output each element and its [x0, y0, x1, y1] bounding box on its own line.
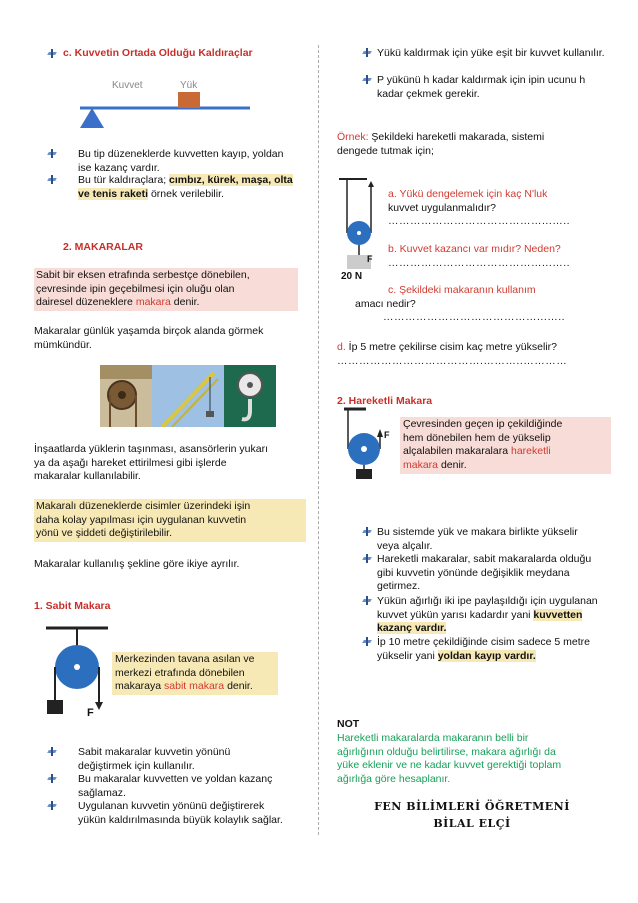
question-b: b. Kuvvet kazancı var mıdır? Neden? ……………………………………...….. [388, 243, 571, 269]
movable-bullet-1: Bu sistemde yük ve makara birlikte yükselir veya alçalır. [377, 526, 578, 552]
lever-load-label: Yük [180, 80, 198, 91]
example-intro: Örnek: Şekildeki hareketli makarada, sistemi dengede tutmak için; [337, 131, 545, 157]
movable-pulley-diagram [340, 405, 400, 480]
fixed-pulley-bullet-3: Uygulanan kuvvetin yönünü değiştirerek yükün kaldırılmasında büyük kolaylık sağlar. [78, 800, 283, 826]
pulley-purpose-box: Makaralı düzeneklerde cisimler üzerindeki işin daha kolay yapılması için uygulanan kuvvetin yönü ve şiddeti değiştirilebilir. [34, 499, 306, 542]
makaralar-heading: 2. MAKARALAR [63, 241, 143, 253]
note-title: NOT [337, 718, 360, 730]
hook-photo [224, 365, 276, 427]
example-movable-pulley-diagram [337, 175, 387, 280]
bullet-icon [363, 76, 371, 84]
paragraph-construction: İnşaatlarda yüklerin taşınması, asansörlerin yukarı ya da aşağı hareket ettirilmesi gibi işlerde makaralar kullanılabilir. [34, 443, 269, 483]
lever-bullet-1: Bu tip düzeneklerde kuvvetten kayıp, yoldan ise kazanç vardır. [78, 148, 284, 174]
question-a: a. Yükü dengelemek için kaç N'luk kuvvet uygulanmalıdır? ……………………………………...….. [388, 188, 571, 228]
bullet-icon [363, 49, 371, 57]
movable-bullet-2: Hareketli makaralar, sabit makaralarda olduğu gibi kuvvetin yönünde değişiklik meydana getirmez. [377, 553, 592, 593]
right-bullet-2: P yükünü h kadar kaldırmak için ipin ucunu h kadar çekmek gerekir. [377, 74, 586, 100]
question-c: c. Şekildeki makaranın kullanım amacı nedir? ……………………………………...….. [355, 284, 566, 324]
movable-pulley-force-label: F [384, 430, 390, 440]
fixed-pulley-force-label: F [87, 707, 94, 719]
fixed-pulley-bullet-2: Bu makaralar kuvvetten ve yoldan kazanç sağlamaz. [78, 773, 273, 799]
footer-teacher-title: FEN BİLİMLERİ ÖĞRETMENİ [374, 800, 570, 813]
pulley-photo-1 [100, 365, 152, 427]
bullet-icon [48, 50, 56, 58]
fixed-pulley-diagram [42, 622, 112, 717]
footer-teacher-name: BİLAL ELÇİ [433, 817, 511, 830]
bullet-icon [48, 748, 56, 756]
bullet-icon [363, 555, 371, 563]
force-gain-highlight: kuvvetten kazanç vardır. [377, 608, 583, 635]
fixed-pulley-definition-box: Merkezinden tavana asılan ve merkezi etrafında dönebilen makaraya sabit makara denir. [112, 652, 278, 695]
paragraph-types: Makaralar kullanılış şekline göre ikiye ayrılır. [34, 558, 240, 570]
paragraph-usage: Makaralar günlük yaşamda birçok alanda görmek mümkündür. [34, 325, 264, 351]
example-force-label: F [367, 254, 373, 264]
example-weight-label: 20 N [341, 271, 363, 282]
fixed-pulley-heading: 1. Sabit Makara [34, 600, 111, 612]
bullet-icon [363, 528, 371, 536]
lever-examples-highlight: cımbız, kürek, maşa, olta ve tenis raketi [78, 174, 293, 200]
movable-bullet-4: İp 10 metre çekildiğinde cisim sadece 5 metre yükselir yani yoldan kayıp vardır. [377, 636, 591, 662]
distance-loss-highlight: yoldan kayıp vardır. [437, 649, 536, 662]
crane-photo [152, 365, 224, 427]
movable-pulley-definition-box: Çevresinden geçen ip çekildiğinde hem dönebilen hem de yükselip alçalabilen makaralara hareketli makara denir. [400, 417, 611, 474]
column-divider [318, 45, 319, 835]
pulley-definition-box: Sabit bir eksen etrafında serbestçe dönebilen, çevresinde ipin geçebilmesi için oluğu olan dairesel düzeneklere makara denir. [34, 268, 298, 311]
lever-bullet-2: Bu tür kaldıraçlara; cımbız, kürek, maşa, olta ve tenis raketi örnek verilebilir. [78, 174, 293, 200]
bullet-icon [48, 775, 56, 783]
right-bullet-1: Yükü kaldırmak için yüke eşit bir kuvvet kullanılır. [377, 47, 605, 59]
lever-heading: c. Kuvvetin Ortada Olduğu Kaldıraçlar [63, 47, 253, 59]
fixed-pulley-bullet-1: Sabit makaralar kuvvetin yönünü değiştirmek için kullanılır. [78, 746, 231, 772]
movable-pulley-heading: 2. Hareketli Makara [337, 395, 433, 407]
bullet-icon [363, 638, 371, 646]
bullet-icon [48, 802, 56, 810]
lever-diagram [70, 70, 260, 130]
bullet-icon [48, 176, 56, 184]
bullet-icon [48, 150, 56, 158]
lever-force-label: Kuvvet [112, 80, 143, 91]
bullet-icon [363, 597, 371, 605]
note-text: Hareketli makaralarda makaranın belli bir ağırlığının olduğu belirtilirse, makara ağırlığı da yüke eklenir ve ne kadar kuvvet gerektiği toplam ağırlığa göre hesaplanır. [337, 732, 562, 785]
question-d: d. İp 5 metre çekilirse cisim kaç metre yükselir? ………………………………….………..………… [337, 341, 568, 367]
movable-bullet-3: Yükün ağırlığı iki ipe paylaşıldığı için uygulanan kuvvet yükün yarısı kadardır yani kuvvetten kazanç vardır. [377, 595, 598, 635]
